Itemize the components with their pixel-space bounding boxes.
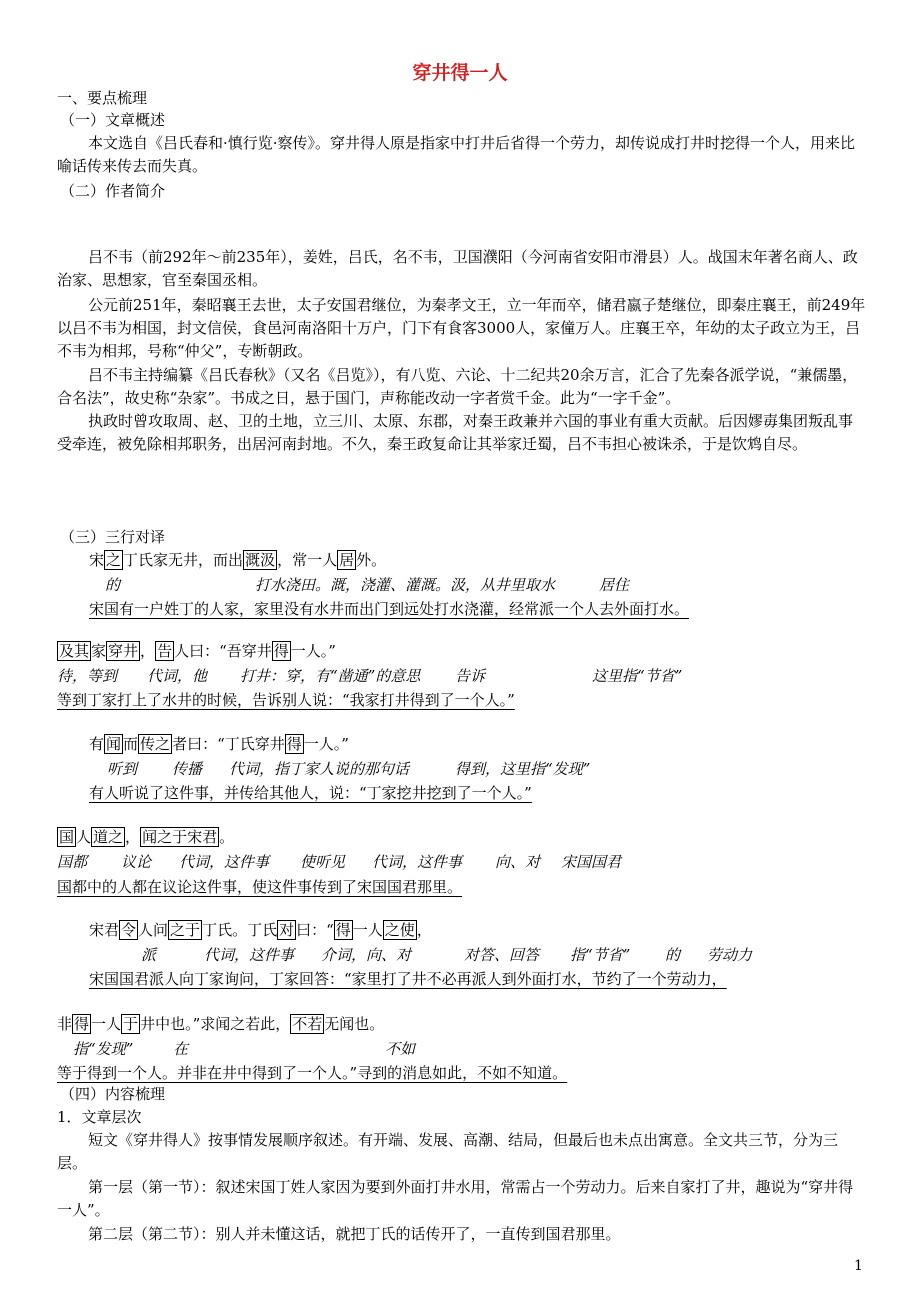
page-title: 穿井得一人 xyxy=(412,62,508,84)
gloss-word: 宋国国君 xyxy=(561,853,622,871)
gloss-line-6 xyxy=(0,1038,920,1060)
source-text: 宋 xyxy=(89,551,105,569)
page-number: 1 xyxy=(854,1258,863,1274)
subheading-translation: （三）三行对译 xyxy=(60,528,166,546)
keyword-box: 令 xyxy=(121,921,137,939)
keyword-box: 传之 xyxy=(140,735,171,753)
gloss-word: 介词，向、对 xyxy=(321,946,412,964)
gloss-word: 向、对 xyxy=(495,853,541,871)
gloss-word: 代词，这件事 xyxy=(179,853,270,871)
subheading-author: （二）作者简介 xyxy=(60,182,166,200)
source-line-4 xyxy=(57,826,234,848)
source-text: 有 xyxy=(89,735,105,753)
translation-line-5: 宋国国君派人向丁家询问，丁家回答：“家里打了井不必再派人到外面打水，节约了一个劳动力， xyxy=(89,970,727,988)
keyword-box: 得 xyxy=(286,735,302,753)
gloss-word: 指“节省” xyxy=(570,946,631,964)
keyword-box: 之于 xyxy=(170,921,201,939)
gloss-word: 劳动力 xyxy=(707,946,753,964)
gloss-word: 的 xyxy=(665,946,681,964)
layers-paragraph-3: 第二层（第二节）：别人并未懂这话，就把丁氏的话传开了，一直传到国君那里。 xyxy=(88,1225,621,1243)
source-text: 者曰：“丁氏穿井 xyxy=(172,735,285,753)
source-text: 一人 xyxy=(91,1015,122,1033)
gloss-line-5 xyxy=(0,944,920,966)
translation-line-6: 等于得到一个人。并非在井中得到了一个人。”寻到的消息如此，不如不知道。 xyxy=(57,1064,568,1082)
source-text: 外。 xyxy=(356,551,387,569)
translation-line-1: 宋国有一户姓丁的人家，家里没有水井而出门到远处打水浇灌，经常派一个人去外面打水。 xyxy=(89,600,690,618)
author-paragraph-2: 公元前251年，秦昭襄王去世，太子安国君继位，为秦孝文王，立一年而卒，储君嬴子楚继位，即秦庄襄王，前249年以吕不韦为相国，封文信侯，食邑河南洛阳十万户，门下有食客3000人，家僮万人。庄襄王卒，年幼的太子政立为王，吕不韦为相邦，号称“仲父”，专断朝政。 xyxy=(57,296,866,360)
gloss-line-2 xyxy=(0,665,920,687)
keyword-box: 居 xyxy=(339,551,355,569)
keyword-box: 之 xyxy=(106,551,122,569)
keyword-box: 于 xyxy=(123,1015,139,1033)
keyword-box: 得 xyxy=(74,1015,90,1033)
source-line-3 xyxy=(89,733,349,755)
keyword-box: 得 xyxy=(335,921,351,939)
source-text: 无闻也。 xyxy=(324,1015,385,1033)
gloss-word: 代词，这件事 xyxy=(372,853,463,871)
source-line-2 xyxy=(57,640,336,662)
gloss-word: 在 xyxy=(173,1040,189,1058)
overview-paragraph: 本文选自《吕氏春和·慎行览·察传》。穿井得人原是指家中打井后省得一个劳力，却传说成打井时挖得一个人，用来比喻话传来传去而失真。 xyxy=(57,134,856,175)
source-text: 井中也。”求闻之若此， xyxy=(140,1015,291,1033)
source-line-1 xyxy=(89,549,386,571)
gloss-line-4 xyxy=(0,851,920,873)
source-text: 人曰：“吾穿井 xyxy=(174,642,272,660)
source-text: 宋君 xyxy=(89,921,120,939)
keyword-box: 溉汲 xyxy=(245,551,276,569)
keyword-box: 之使 xyxy=(384,921,415,939)
source-text: 一人。” xyxy=(290,642,336,660)
subheading-content: （四）内容梳理 xyxy=(60,1085,166,1103)
gloss-word: 得到，这里指“发现” xyxy=(455,760,591,778)
source-text: 人问 xyxy=(138,921,169,939)
translation-line-4: 国都中的人都在议论这件事，使这件事传到了宋国国君那里。 xyxy=(57,878,463,896)
keyword-box: 及其 xyxy=(59,642,90,660)
gloss-word: 告诉 xyxy=(455,667,486,685)
source-text: 一人。” xyxy=(303,735,349,753)
source-text: ， xyxy=(140,642,156,660)
keyword-box: 闻之于宋君 xyxy=(142,828,218,846)
source-text: 。 xyxy=(219,828,235,846)
layers-paragraph-2: 第一层（第一节）：叙述宋国丁姓人家因为要到外面打井水用，常需占一个劳动力。后来自家打了井，趣说为“穿井得一人”。 xyxy=(57,1178,854,1219)
subheading-overview: （一）文章概述 xyxy=(60,111,166,129)
translation-line-3: 有人听说了这件事，并传给其他人，说：“丁家挖井挖到了一个人。” xyxy=(89,784,532,802)
source-text: 一人 xyxy=(352,921,383,939)
gloss-word: 使听见 xyxy=(300,853,346,871)
source-line-6 xyxy=(57,1013,384,1035)
author-paragraph-3: 吕不韦主持编纂《吕氏春秋》（又名《吕览》），有八览、六论、十二纪共20余万言，汇合了先秦各派学说，“兼儒墨，合名法”，故史称“杂家”。书成之日，悬于国门，声称能改动一字者赏千金。此为“一字千金”。 xyxy=(57,366,858,407)
gloss-word: 议论 xyxy=(121,853,152,871)
gloss-word: 听到 xyxy=(107,760,138,778)
gloss-word: 代词，他 xyxy=(147,667,208,685)
source-text: 丁氏。丁氏 xyxy=(202,921,278,939)
keyword-box: 告 xyxy=(157,642,173,660)
gloss-word: 居住 xyxy=(599,576,630,594)
source-line-5 xyxy=(89,919,432,941)
source-text: 而 xyxy=(123,735,139,753)
gloss-line-3 xyxy=(0,758,920,780)
keyword-box: 不若 xyxy=(292,1015,323,1033)
gloss-line-1 xyxy=(0,574,920,596)
keyword-box: 对 xyxy=(279,921,295,939)
keyword-box: 道之 xyxy=(93,828,124,846)
keyword-box: 穿井 xyxy=(108,642,139,660)
gloss-word: 指“发现” xyxy=(73,1040,134,1058)
gloss-word: 派 xyxy=(141,946,157,964)
source-text: 丁氏家无井，而出 xyxy=(123,551,244,569)
author-paragraph-4: 执政时曾攻取周、赵、卫的土地，立三川、太原、东郡，对秦王政兼并六国的事业有重大贡献。后因嫪毐集团叛乱事受牵连，被免除相邦职务，出居河南封地。不久，秦王政复命让其举家迁蜀，吕不韦担心被诛杀，于是饮鸩自尽。 xyxy=(57,412,854,453)
gloss-word: 传播 xyxy=(172,760,203,778)
gloss-word: 打井：穿，有“凿通”的意思 xyxy=(240,667,421,685)
gloss-word: 代词，这件事 xyxy=(204,946,295,964)
keyword-box: 国 xyxy=(59,828,75,846)
source-text: 人 xyxy=(76,828,92,846)
gloss-word: 对答、回答 xyxy=(464,946,540,964)
translation-line-2: 等到丁家打上了水井的时候，告诉别人说：“我家打井得到了一个人。” xyxy=(57,691,515,709)
gloss-word: 待，等到 xyxy=(57,667,118,685)
section-heading-key-points: 一、要点梳理 xyxy=(57,89,148,107)
gloss-word: 打水浇田。溉，浇灌、灌溉。汲，从井里取水 xyxy=(255,576,556,594)
keyword-box: 得 xyxy=(273,642,289,660)
source-text: 曰：“ xyxy=(296,921,334,939)
gloss-word: 代词，指丁家人说的那句话 xyxy=(229,760,410,778)
gloss-word: 国都 xyxy=(57,853,88,871)
keyword-box: 闻 xyxy=(106,735,122,753)
gloss-word: 不如 xyxy=(385,1040,416,1058)
source-text: 家 xyxy=(91,642,107,660)
source-text: 非 xyxy=(57,1015,73,1033)
source-text: ， xyxy=(125,828,141,846)
gloss-word: 这里指“节省” xyxy=(592,667,683,685)
author-paragraph-1: 吕不韦（前292年～前235年），姜姓，吕氏，名不韦，卫国濮阳（今河南省安阳市滑县）人。战国末年著名商人、政治家、思想家，官至秦国丞相。 xyxy=(57,248,858,289)
gloss-word: 的 xyxy=(105,576,121,594)
layers-paragraph-1: 短文《穿井得人》按事情发展顺序叙述。有开端、发展、高潮、结局，但最后也未点出寓意。全文共三节，分为三层。 xyxy=(57,1131,839,1172)
subheading-structure: 1．文章层次 xyxy=(57,1108,142,1126)
source-text: ， xyxy=(416,921,432,939)
source-text: ，常一人 xyxy=(277,551,338,569)
